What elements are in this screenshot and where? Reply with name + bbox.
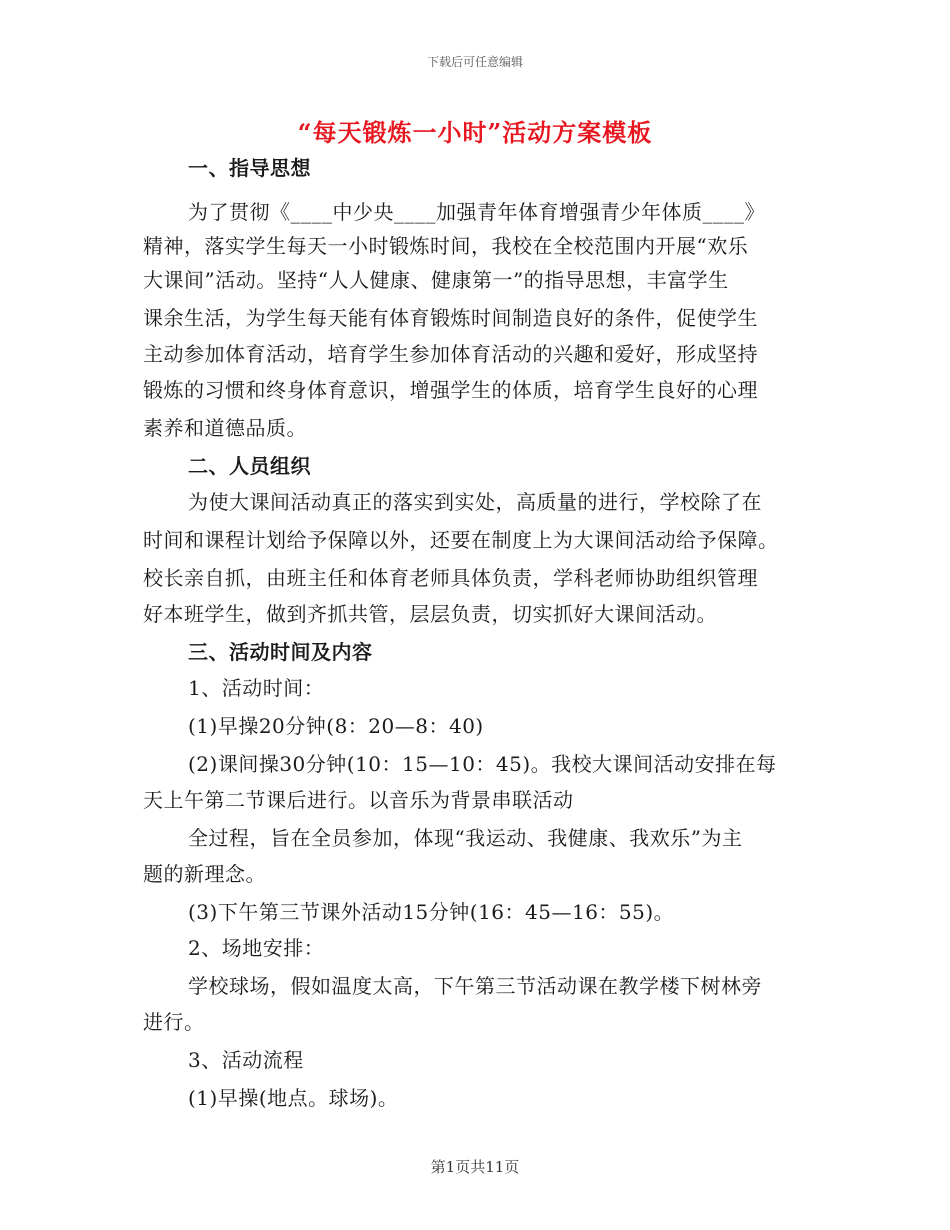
paragraph-line: 为使大课间活动真正的落实到实处，高质量的进行，学校除了在 xyxy=(188,490,762,514)
page-footer: 第1页共11页 xyxy=(430,1158,520,1176)
paragraph-line: 大课间”活动。坚持“人人健康、健康第一”的指导思想，丰富学生 xyxy=(143,268,729,292)
subheading-time: 1、活动时间： xyxy=(188,676,325,700)
section-heading-time-content: 三、活动时间及内容 xyxy=(188,640,373,664)
document-title: “每天锻炼一小时”活动方案模板 xyxy=(297,118,653,147)
paragraph-line: 校长亲自抓，由班主任和体育老师具体负责，学科老师协助组织管理 xyxy=(143,566,758,590)
paragraph-line: 全过程，旨在全员参加，体现“我运动、我健康、我欢乐”为主 xyxy=(188,826,743,850)
section-heading-personnel: 二、人员组织 xyxy=(188,454,311,478)
paragraph-line: 天上午第二节课后进行。以音乐为背景串联活动 xyxy=(143,788,574,812)
paragraph-line: 素养和道德品质。 xyxy=(143,416,307,440)
paragraph-line: 题的新理念。 xyxy=(143,862,266,886)
paragraph-line: 为了贯彻《____中少央____加强青年体育增强青少年体质____》 xyxy=(188,200,765,224)
header-note: 下载后可任意编辑 xyxy=(426,55,523,69)
subheading-venue: 2、场地安排： xyxy=(188,936,325,960)
list-item: (1)早操20分钟(8：20—8：40) xyxy=(188,714,484,738)
subheading-flow: 3、活动流程 xyxy=(188,1048,304,1072)
list-item: (3)下午第三节课外活动15分钟(16：45—16：55)。 xyxy=(188,900,675,924)
paragraph-line: 课余生活，为学生每天能有体育锻炼时间制造良好的条件，促使学生 xyxy=(143,306,758,330)
paragraph-line: 时间和课程计划给予保障以外，还要在制度上为大课间活动给予保障。 xyxy=(143,528,779,552)
paragraph-line: 精神，落实学生每天一小时锻炼时间，我校在全校范围内开展“欢乐 xyxy=(143,234,749,258)
paragraph-line: 锻炼的习惯和终身体育意识，增强学生的体质，培育学生良好的心理 xyxy=(143,378,758,402)
list-item: (2)课间操30分钟(10：15—10：45)。我校大课间活动安排在每 xyxy=(188,752,777,776)
paragraph-line: 主动参加体育活动，培育学生参加体育活动的兴趣和爱好，形成坚持 xyxy=(143,342,758,366)
section-heading-guiding-thought: 一、指导思想 xyxy=(188,156,311,180)
list-item: (1)早操(地点。球场)。 xyxy=(188,1086,399,1110)
paragraph-line: 进行。 xyxy=(143,1010,205,1034)
paragraph-line: 学校球场，假如温度太高，下午第三节活动课在教学楼下树林旁 xyxy=(188,974,762,998)
paragraph-line: 好本班学生，做到齐抓共管，层层负责，切实抓好大课间活动。 xyxy=(143,602,717,626)
